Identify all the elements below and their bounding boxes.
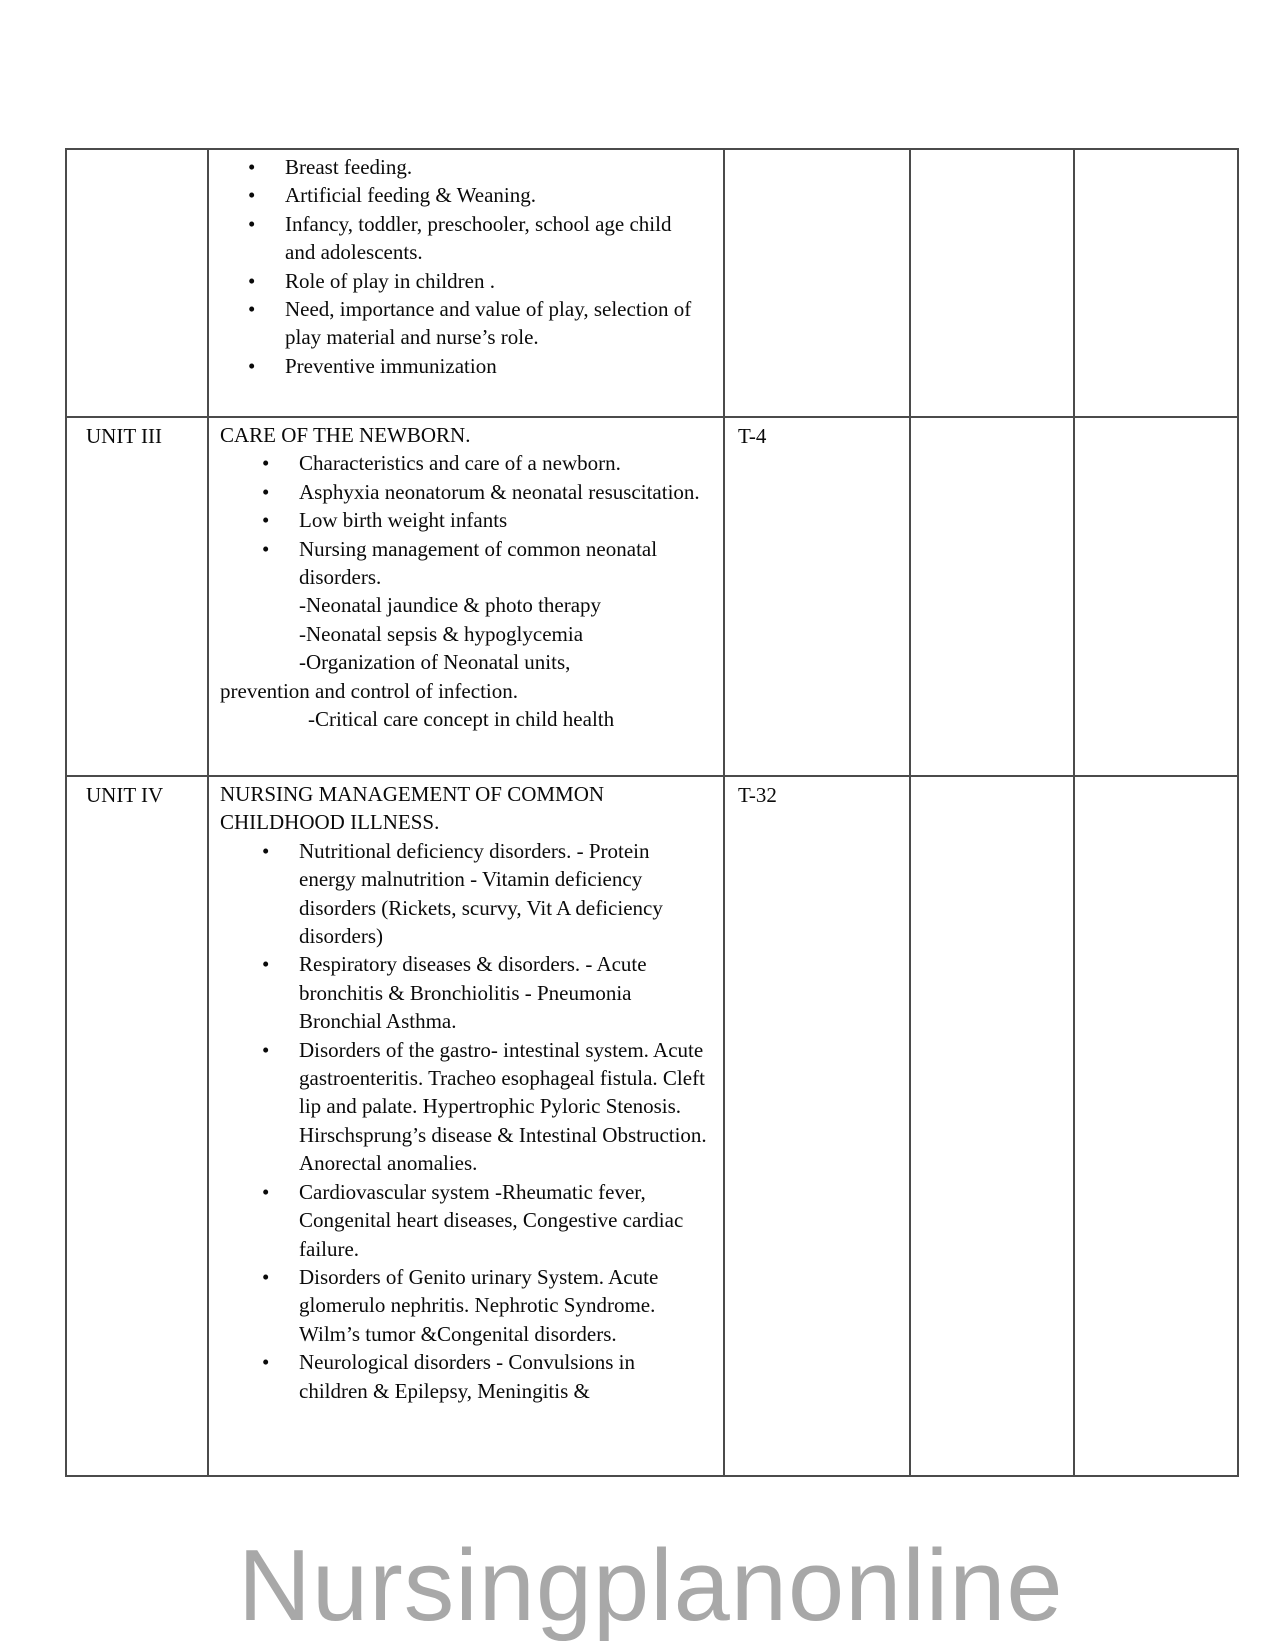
syllabus-table bbox=[65, 148, 1239, 1477]
topic-list bbox=[220, 449, 707, 591]
bullet-icon: • bbox=[262, 536, 270, 561]
topic-content bbox=[209, 777, 723, 1405]
unit-label: UNIT III bbox=[86, 424, 163, 448]
ref-cell bbox=[724, 149, 910, 417]
list-item-text: Nutritional deficiency disorders. - Protein energy malnutrition - Vitamin deficiency disorders (Rickets, scurvy, Vit A deficiency disorders) bbox=[299, 838, 663, 949]
sub-item: -Organization of Neonatal units, bbox=[299, 650, 571, 675]
sub-item: -Neonatal sepsis & hypoglycemia bbox=[299, 621, 584, 646]
watermark-text: Nursingplanonline bbox=[238, 1530, 1064, 1642]
bullet-icon: • bbox=[262, 1037, 270, 1062]
list-item bbox=[220, 535, 707, 592]
sub-item: prevention and control of infection. bbox=[220, 678, 518, 703]
unit-label: UNIT IV bbox=[86, 783, 164, 807]
bullet-icon: • bbox=[248, 353, 256, 378]
ref-cell bbox=[724, 776, 910, 1476]
list-item-text: Breast feeding. bbox=[285, 155, 413, 179]
bullet-icon: • bbox=[262, 1264, 270, 1289]
list-item-text: Need, importance and value of play, selection of play material and nurse’s role. bbox=[285, 297, 692, 350]
list-item-text: Characteristics and care of a newborn. bbox=[299, 451, 621, 476]
unit-cell bbox=[66, 417, 208, 776]
bullet-icon: • bbox=[262, 1350, 270, 1375]
topic-list bbox=[220, 153, 707, 380]
content-cell bbox=[208, 149, 724, 417]
list-item-text: Neurological disorders - Convulsions in children & Epilepsy, Meningitis & bbox=[299, 1350, 635, 1403]
ref-label bbox=[725, 150, 909, 154]
topic-content bbox=[209, 418, 723, 733]
list-item bbox=[220, 295, 707, 352]
unit-cell bbox=[66, 149, 208, 417]
list-item bbox=[220, 1036, 707, 1178]
ref-label: T-4 bbox=[738, 424, 767, 448]
table-row bbox=[66, 149, 1238, 417]
list-item bbox=[220, 449, 707, 477]
list-item-text: Cardiovascular system -Rheumatic fever, Congenital heart diseases, Congestive cardiac failure. bbox=[299, 1179, 684, 1261]
table-row bbox=[66, 776, 1238, 1476]
list-item-text: Artificial feeding & Weaning. bbox=[285, 183, 537, 208]
list-item bbox=[220, 1178, 707, 1263]
sub-item: -Neonatal jaundice & photo therapy bbox=[299, 593, 602, 618]
empty-cell bbox=[910, 417, 1074, 776]
bullet-icon: • bbox=[262, 952, 270, 977]
list-item-text: Disorders of the gastro- intestinal system. Acute gastroenteritis. Tracheo esophageal fistula. Cleft lip and palate. Hypertrophic Pyloric Stenosis. Hirschsprung’s disease & Intestinal Obstruction. Anorectal anomalies. bbox=[299, 1037, 707, 1176]
list-item bbox=[220, 267, 707, 295]
topic-list bbox=[220, 837, 707, 1405]
bullet-icon: • bbox=[248, 183, 256, 208]
table-row bbox=[66, 417, 1238, 776]
list-item-text: Disorders of Genito urinary System. Acute glomerulo nephritis. Nephrotic Syndrome. Wilm’s tumor &Congenital disorders. bbox=[299, 1264, 659, 1346]
list-item-text: Respiratory diseases & disorders. - Acute bronchitis & Bronchiolitis - Pneumonia Bronchial Asthma. bbox=[299, 952, 647, 1034]
ref-cell bbox=[724, 417, 910, 776]
bullet-icon: • bbox=[248, 297, 256, 322]
bullet-icon: • bbox=[248, 155, 256, 179]
bullet-icon: • bbox=[262, 479, 270, 504]
sub-item: -Critical care concept in child health bbox=[308, 707, 615, 732]
list-item bbox=[220, 352, 707, 380]
list-item bbox=[220, 478, 707, 506]
list-item bbox=[220, 153, 707, 181]
empty-cell bbox=[910, 776, 1074, 1476]
list-item-text: Role of play in children . bbox=[285, 268, 495, 293]
bullet-icon: • bbox=[248, 268, 256, 293]
ref-label: T-32 bbox=[738, 783, 777, 807]
content-cell bbox=[208, 776, 724, 1476]
bullet-icon: • bbox=[262, 838, 270, 863]
list-item bbox=[220, 210, 707, 267]
topic-content bbox=[209, 150, 723, 380]
section-heading: CARE OF THE NEWBORN. bbox=[220, 423, 471, 447]
list-item-text: Infancy, toddler, preschooler, school age child and adolescents. bbox=[285, 211, 672, 265]
unit-label bbox=[67, 150, 207, 154]
list-item bbox=[220, 837, 707, 951]
list-item-text: Preventive immunization bbox=[285, 353, 497, 378]
list-item bbox=[220, 1348, 707, 1405]
list-item bbox=[220, 181, 707, 209]
unit-cell bbox=[66, 776, 208, 1476]
content-cell bbox=[208, 417, 724, 776]
bullet-icon: • bbox=[262, 451, 270, 476]
list-item bbox=[220, 950, 707, 1035]
list-item-text: Low birth weight infants bbox=[299, 508, 508, 533]
empty-cell bbox=[1074, 417, 1238, 776]
list-item-text: Asphyxia neonatorum & neonatal resuscitation. bbox=[299, 479, 700, 504]
list-item bbox=[220, 1263, 707, 1348]
empty-cell bbox=[1074, 149, 1238, 417]
bullet-icon: • bbox=[262, 1179, 270, 1204]
empty-cell bbox=[1074, 776, 1238, 1476]
bullet-icon: • bbox=[248, 211, 256, 236]
bullet-icon: • bbox=[262, 508, 270, 533]
list-item bbox=[220, 506, 707, 534]
section-heading: NURSING MANAGEMENT OF COMMON CHILDHOOD ILLNESS. bbox=[220, 782, 605, 835]
empty-cell bbox=[910, 149, 1074, 417]
list-item-text: Nursing management of common neonatal disorders. bbox=[299, 536, 658, 590]
